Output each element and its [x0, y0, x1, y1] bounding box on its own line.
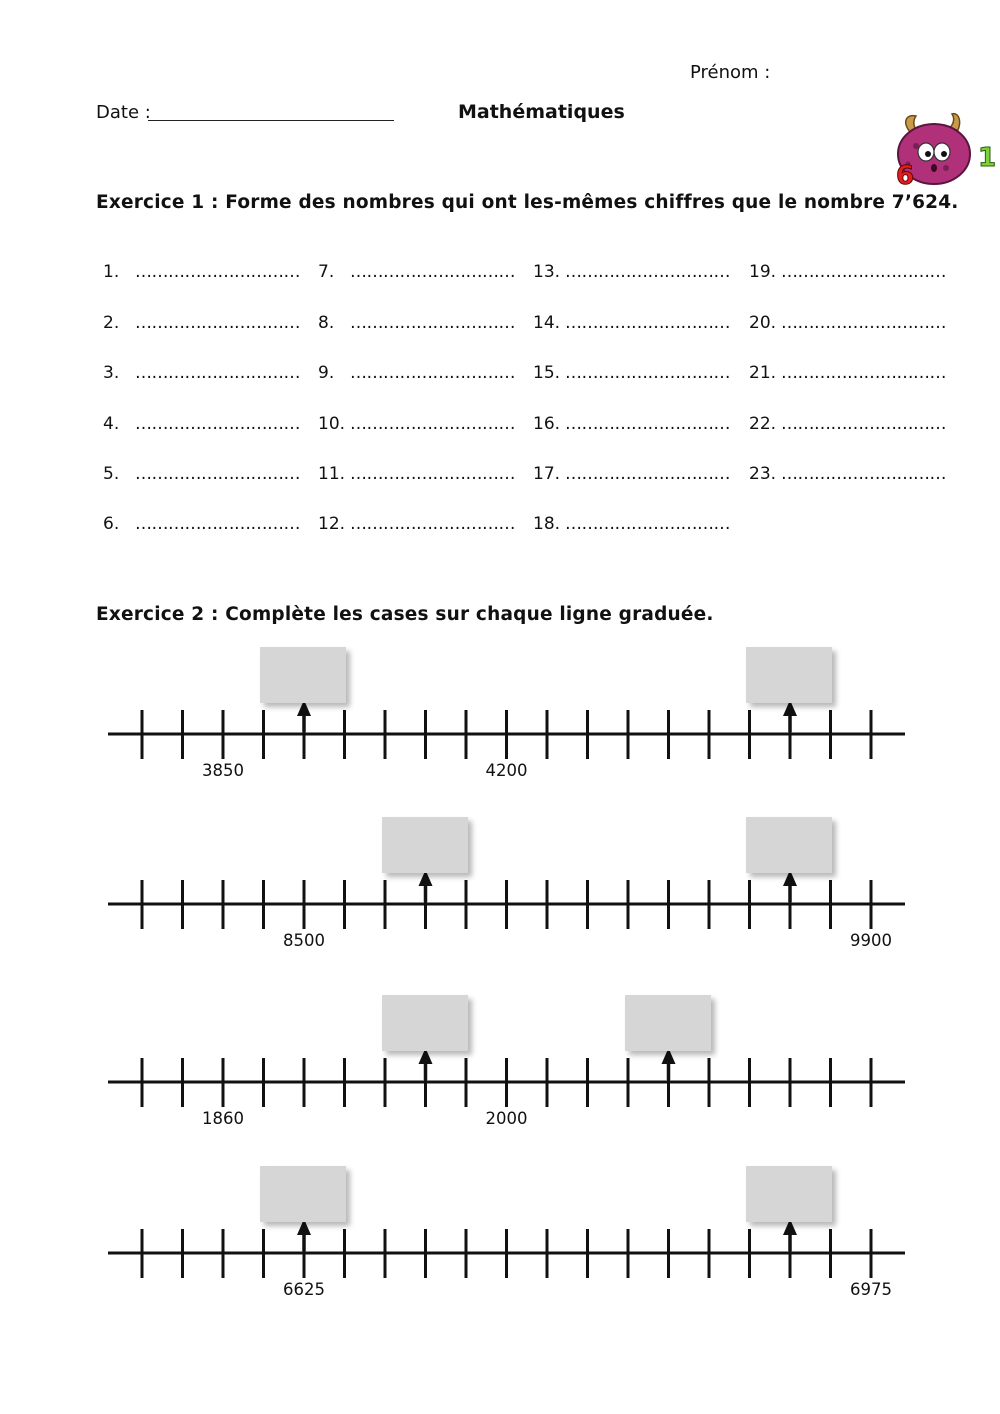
answer-box[interactable] [382, 995, 468, 1051]
answer-item[interactable]: 3. ………………………… [103, 363, 300, 383]
answer-item[interactable]: 1. ………………………… [103, 262, 300, 282]
prenom-label: Prénom : [690, 62, 771, 83]
answer-item[interactable]: 8. ………………………… [318, 313, 515, 333]
answer-item[interactable]: 18. ………………………… [533, 514, 730, 534]
answer-box[interactable] [625, 995, 711, 1051]
exercise2-title: Exercice 2 : Complète les cases sur chaque ligne graduée. [96, 604, 714, 625]
page-title: Mathématiques [458, 101, 625, 123]
answer-item[interactable]: 4. ………………………… [103, 414, 300, 434]
number-line-label: 8500 [283, 931, 325, 950]
number-line [108, 870, 905, 929]
number-line [108, 1219, 905, 1278]
answer-item[interactable]: 6. ………………………… [103, 514, 300, 534]
answer-box[interactable] [260, 647, 346, 703]
number-line-label: 3850 [202, 761, 244, 780]
answer-item[interactable]: 10. ………………………… [318, 414, 515, 434]
answer-box[interactable] [746, 1166, 832, 1222]
answer-item[interactable]: 21. ………………………… [749, 363, 946, 383]
answer-item[interactable]: 7. ………………………… [318, 262, 515, 282]
answer-item[interactable]: 13. ………………………… [533, 262, 730, 282]
answer-item[interactable]: 22. ………………………… [749, 414, 946, 434]
answer-item[interactable]: 23. ………………………… [749, 464, 946, 484]
exercise1-title: Exercice 1 : Forme des nombres qui ont les-mêmes chiffres que le nombre 7’624. [96, 192, 959, 213]
answer-item[interactable]: 15. ………………………… [533, 363, 730, 383]
answer-item[interactable]: 12. ………………………… [318, 514, 515, 534]
number-line-label: 6625 [283, 1280, 325, 1299]
number-line-label: 4200 [485, 761, 528, 780]
svg-text:6: 6 [896, 161, 915, 191]
number-line-label: 9900 [850, 931, 892, 950]
answer-item[interactable]: 11. ………………………… [318, 464, 515, 484]
number-line [108, 1048, 905, 1107]
answer-item[interactable]: 17. ………………………… [533, 464, 730, 484]
answer-item[interactable]: 20. ………………………… [749, 313, 946, 333]
number-line-label: 1860 [202, 1109, 244, 1128]
answer-box[interactable] [260, 1166, 346, 1222]
date-label: Date : [96, 102, 151, 123]
answer-box[interactable] [382, 817, 468, 873]
number-line-label: 6975 [850, 1280, 892, 1299]
answer-item[interactable]: 14. ………………………… [533, 313, 730, 333]
answer-item[interactable]: 9. ………………………… [318, 363, 515, 383]
answer-box[interactable] [746, 817, 832, 873]
number-line [108, 700, 905, 759]
answer-item[interactable]: 2. ………………………… [103, 313, 300, 333]
number-line-label: 2000 [485, 1109, 528, 1128]
svg-text:1: 1 [978, 143, 996, 173]
answer-item[interactable]: 5. ………………………… [103, 464, 300, 484]
answer-item[interactable]: 19. ………………………… [749, 262, 946, 282]
answer-box[interactable] [746, 647, 832, 703]
answer-item[interactable]: 16. ………………………… [533, 414, 730, 434]
